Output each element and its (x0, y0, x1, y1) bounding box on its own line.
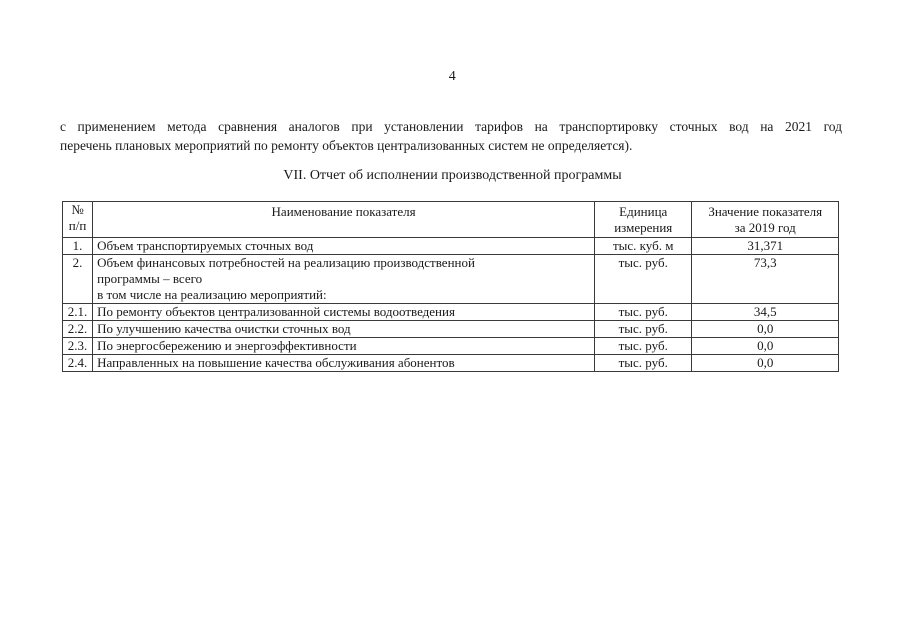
row-unit: тыс. руб. (595, 304, 692, 321)
table-row (63, 238, 839, 255)
intro-line-2: перечень плановых мероприятий по ремонту объектов централизованных систем не определяется). (60, 138, 633, 153)
table-header (63, 202, 839, 238)
row-value: 0,0 (692, 321, 839, 338)
row-name-line: По энергосбережению и энергоэффективности (97, 338, 357, 353)
row-num: 2. (63, 255, 93, 304)
row-num: 2.1. (63, 304, 93, 321)
row-name-line: Объем финансовых потребностей на реализацию производственной (97, 255, 475, 270)
row-name (93, 355, 595, 372)
row-value: 31,371 (692, 238, 839, 255)
header-value-line-1: Значение показателя (708, 204, 823, 219)
row-unit: тыс. куб. м (595, 238, 692, 255)
row-name (93, 255, 595, 304)
intro-line-1: с применением метода сравнения аналогов при установлении тарифов на транспортировку сточных вод на 2021 год (60, 119, 842, 134)
page-number: 4 (448, 69, 457, 84)
header-name: Наименование показателя (93, 202, 595, 238)
header-num-line-1: № (71, 202, 84, 217)
row-name (93, 321, 595, 338)
table-row (63, 255, 839, 304)
row-unit: тыс. руб. (595, 338, 692, 355)
row-num: 2.3. (63, 338, 93, 355)
row-num: 1. (63, 238, 93, 255)
row-name-line: По ремонту объектов централизованной системы водоотведения (97, 304, 455, 319)
row-name-line: По улучшению качества очистки сточных вод (97, 321, 351, 336)
header-unit-line-2: измерения (614, 220, 673, 235)
row-value: 34,5 (692, 304, 839, 321)
table-row (63, 355, 839, 372)
table-body (63, 238, 839, 372)
row-unit: тыс. руб. (595, 321, 692, 338)
row-unit: тыс. руб. (595, 255, 692, 304)
table-header-row (63, 202, 839, 238)
row-name-line: программы – всего (97, 271, 203, 286)
row-unit: тыс. руб. (595, 355, 692, 372)
row-name-line: Объем транспортируемых сточных вод (97, 238, 314, 253)
report-table (62, 201, 839, 372)
row-value: 73,3 (692, 255, 839, 304)
row-name-line: Направленных на повышение качества обслуживания абонентов (97, 355, 455, 370)
intro-paragraph (60, 117, 842, 155)
row-name (93, 338, 595, 355)
table-row (63, 338, 839, 355)
row-value: 0,0 (692, 355, 839, 372)
row-name (93, 304, 595, 321)
row-value: 0,0 (692, 338, 839, 355)
row-num: 2.4. (63, 355, 93, 372)
row-name-line: в том числе на реализацию мероприятий: (97, 287, 327, 302)
header-value-line-2: за 2019 год (734, 220, 796, 235)
table-row (63, 304, 839, 321)
header-num (63, 202, 93, 238)
section-title: VII. Отчет об исполнении производственной программы (283, 168, 622, 183)
row-num: 2.2. (63, 321, 93, 338)
row-name (93, 238, 595, 255)
header-unit-line-1: Единица (619, 204, 668, 219)
table-row (63, 321, 839, 338)
header-unit (595, 202, 692, 238)
header-value (692, 202, 839, 238)
header-num-line-2: п/п (68, 218, 87, 233)
